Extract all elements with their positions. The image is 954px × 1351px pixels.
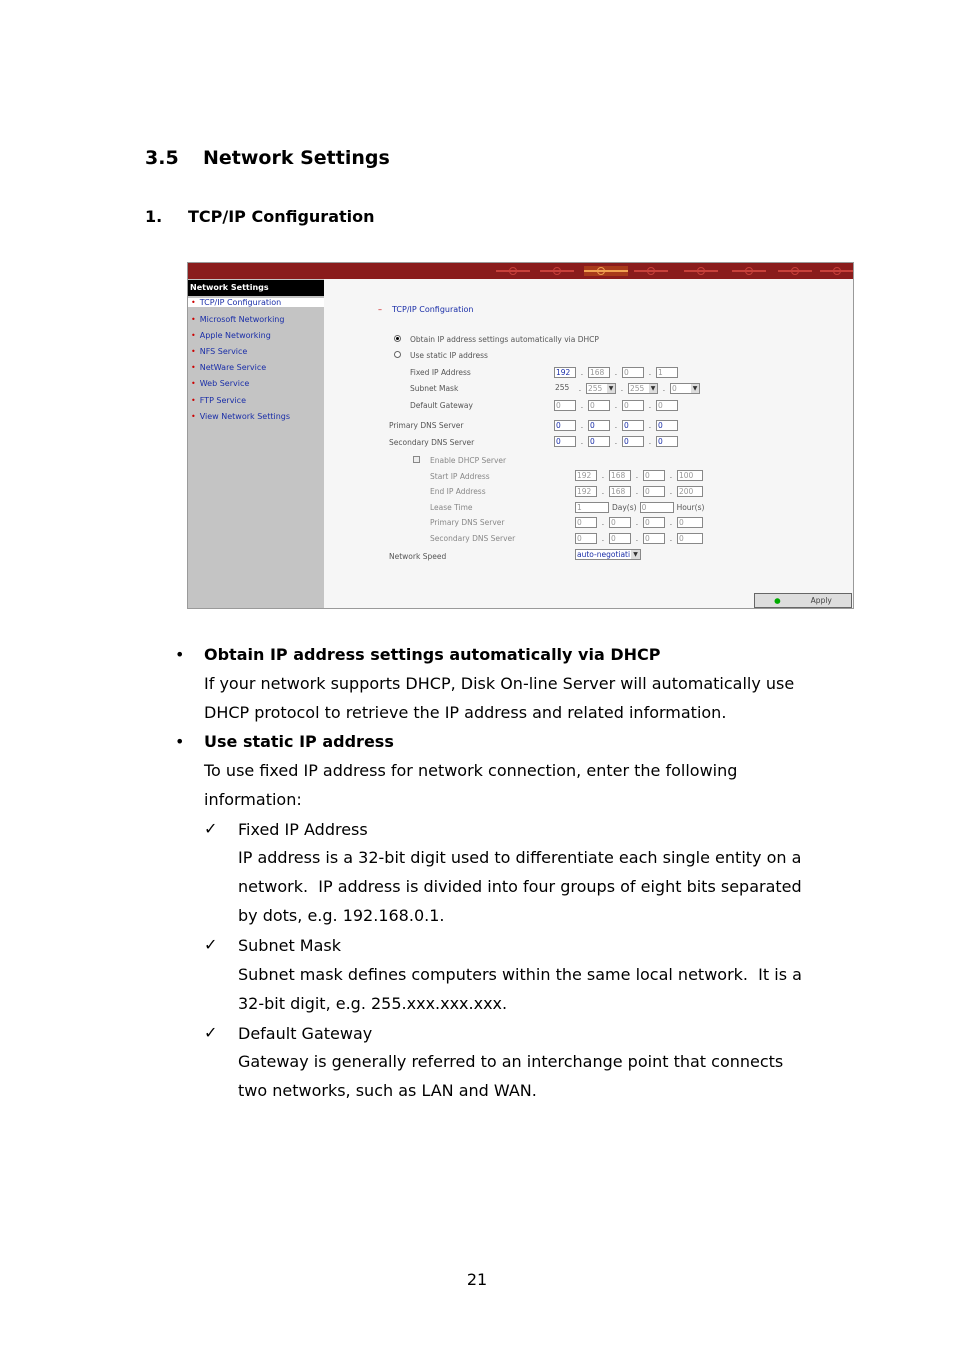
page-number: 21 (466, 1270, 488, 1289)
static-ip-radio[interactable] (394, 351, 401, 358)
nav-icon[interactable] (778, 266, 812, 276)
nav-icon[interactable] (540, 266, 574, 276)
apply-icon: ● (774, 596, 781, 605)
bullet-dot: • (175, 645, 185, 664)
network-speed-label: Network Speed (389, 552, 447, 561)
sidebar (188, 279, 324, 609)
sidebar-item-netware[interactable]: • NetWare Service (191, 363, 267, 372)
dhcp-radio[interactable] (394, 335, 401, 342)
enable-dhcp-checkbox[interactable] (413, 456, 420, 463)
check-text: 32-bit digit, e.g. 255.xxx.xxx.xxx. (238, 994, 508, 1013)
checkmark-icon: ✓ (204, 935, 218, 954)
top-nav-bar (188, 263, 854, 279)
check-text: Gateway is generally referred to an interchange point that connects (238, 1052, 784, 1071)
section-number: 3.5 (145, 147, 179, 169)
check-title-gateway: Default Gateway (238, 1024, 373, 1043)
sidebar-item-tcpip[interactable]: • TCP/IP Configuration (188, 298, 324, 307)
primary-dns-label: Primary DNS Server (389, 421, 464, 430)
sidebar-item-microsoft-networking[interactable]: • Microsoft Networking (191, 315, 285, 324)
bullet-text: information: (204, 790, 302, 809)
subsection-heading (145, 207, 375, 226)
dhcp-radio-label: Obtain IP address settings automatically via DHCP (410, 335, 599, 344)
nav-icon[interactable] (820, 266, 854, 276)
check-title-fixed-ip: Fixed IP Address (238, 820, 368, 839)
checkmark-icon: ✓ (204, 819, 218, 838)
nav-icon-network[interactable] (584, 266, 628, 276)
nav-icon[interactable] (634, 266, 668, 276)
checkmark-icon: ✓ (204, 1023, 218, 1042)
dhcp-secondary-dns-input[interactable]: 0 . 0 . 0 . 0 (575, 533, 703, 544)
static-ip-radio-label: Use static IP address (410, 351, 488, 360)
nav-icon[interactable] (496, 266, 530, 276)
section-heading (145, 147, 390, 169)
lease-time-label: Lease Time (430, 503, 473, 512)
primary-dns-input[interactable]: 0 . 0 . 0 . 0 (554, 420, 678, 431)
check-text: Subnet mask defines computers within the same local network. It is a (238, 965, 802, 984)
gateway-label: Default Gateway (410, 401, 473, 410)
fixed-ip-label: Fixed IP Address (410, 368, 471, 377)
bullet-text: To use fixed IP address for network connection, enter the following (204, 761, 738, 780)
subsection-number: 1. (145, 207, 163, 226)
tcpip-config-screenshot (187, 262, 854, 609)
start-ip-label: Start IP Address (430, 472, 490, 481)
nav-icon[interactable] (732, 266, 766, 276)
check-text: by dots, e.g. 192.168.0.1. (238, 906, 445, 925)
bullet-title-static: Use static IP address (204, 732, 394, 751)
dhcp-primary-dns-input[interactable]: 0 . 0 . 0 . 0 (575, 517, 703, 528)
check-text: IP address is a 32-bit digit used to differentiate each single entity on a (238, 848, 802, 867)
gateway-input[interactable]: 0 . 0 . 0 . 0 (554, 400, 678, 411)
sidebar-item-web[interactable]: • Web Service (191, 379, 250, 388)
sidebar-item-view-settings[interactable]: • View Network Settings (191, 412, 291, 421)
sidebar-item-nfs[interactable]: • NFS Service (191, 347, 248, 356)
check-title-subnet: Subnet Mask (238, 936, 342, 955)
bullet-title-dhcp: Obtain IP address settings automatically via DHCP (204, 645, 661, 664)
secondary-dns-label: Secondary DNS Server (389, 438, 475, 447)
nav-icon[interactable] (684, 266, 718, 276)
end-ip-label: End IP Address (430, 487, 486, 496)
sidebar-item-ftp[interactable]: • FTP Service (191, 396, 246, 405)
section-title: Network Settings (203, 147, 390, 169)
lease-time-input[interactable]: 1 Day(s) 0 Hour(s) (577, 503, 705, 512)
sidebar-title: Network Settings (188, 280, 324, 296)
subsection-title: TCP/IP Configuration (188, 207, 375, 226)
bullet-dot: • (175, 732, 185, 751)
end-ip-input[interactable]: 192 . 168 . 0 . 200 (575, 486, 703, 497)
bullet-text: DHCP protocol to retrieve the IP address and related information. (204, 703, 727, 722)
check-text: network. IP address is divided into four groups of eight bits separated (238, 877, 802, 896)
check-text: two networks, such as LAN and WAN. (238, 1081, 537, 1100)
dhcp-primary-dns-label: Primary DNS Server (430, 518, 505, 527)
panel-title: – TCP/IP Configuration (378, 305, 474, 314)
fixed-ip-input[interactable]: 192 . 168 . 0 . 1 (554, 367, 678, 378)
sidebar-item-apple-networking[interactable]: • Apple Networking (191, 331, 271, 340)
enable-dhcp-label: Enable DHCP Server (430, 456, 507, 465)
start-ip-input[interactable]: 192 . 168 . 0 . 100 (575, 470, 703, 481)
subnet-mask-select[interactable]: 255 . 255 ▼ . 255 ▼ . 0 ▼ (554, 383, 700, 394)
apply-button[interactable]: ● Apply (754, 593, 852, 608)
bullet-text: If your network supports DHCP, Disk On-line Server will automatically use (204, 674, 795, 693)
network-speed-select[interactable]: auto-negotiati ▼ (575, 549, 641, 560)
secondary-dns-input[interactable]: 0 . 0 . 0 . 0 (554, 436, 678, 447)
dhcp-secondary-dns-label: Secondary DNS Server (430, 534, 516, 543)
subnet-mask-label: Subnet Mask (410, 384, 459, 393)
